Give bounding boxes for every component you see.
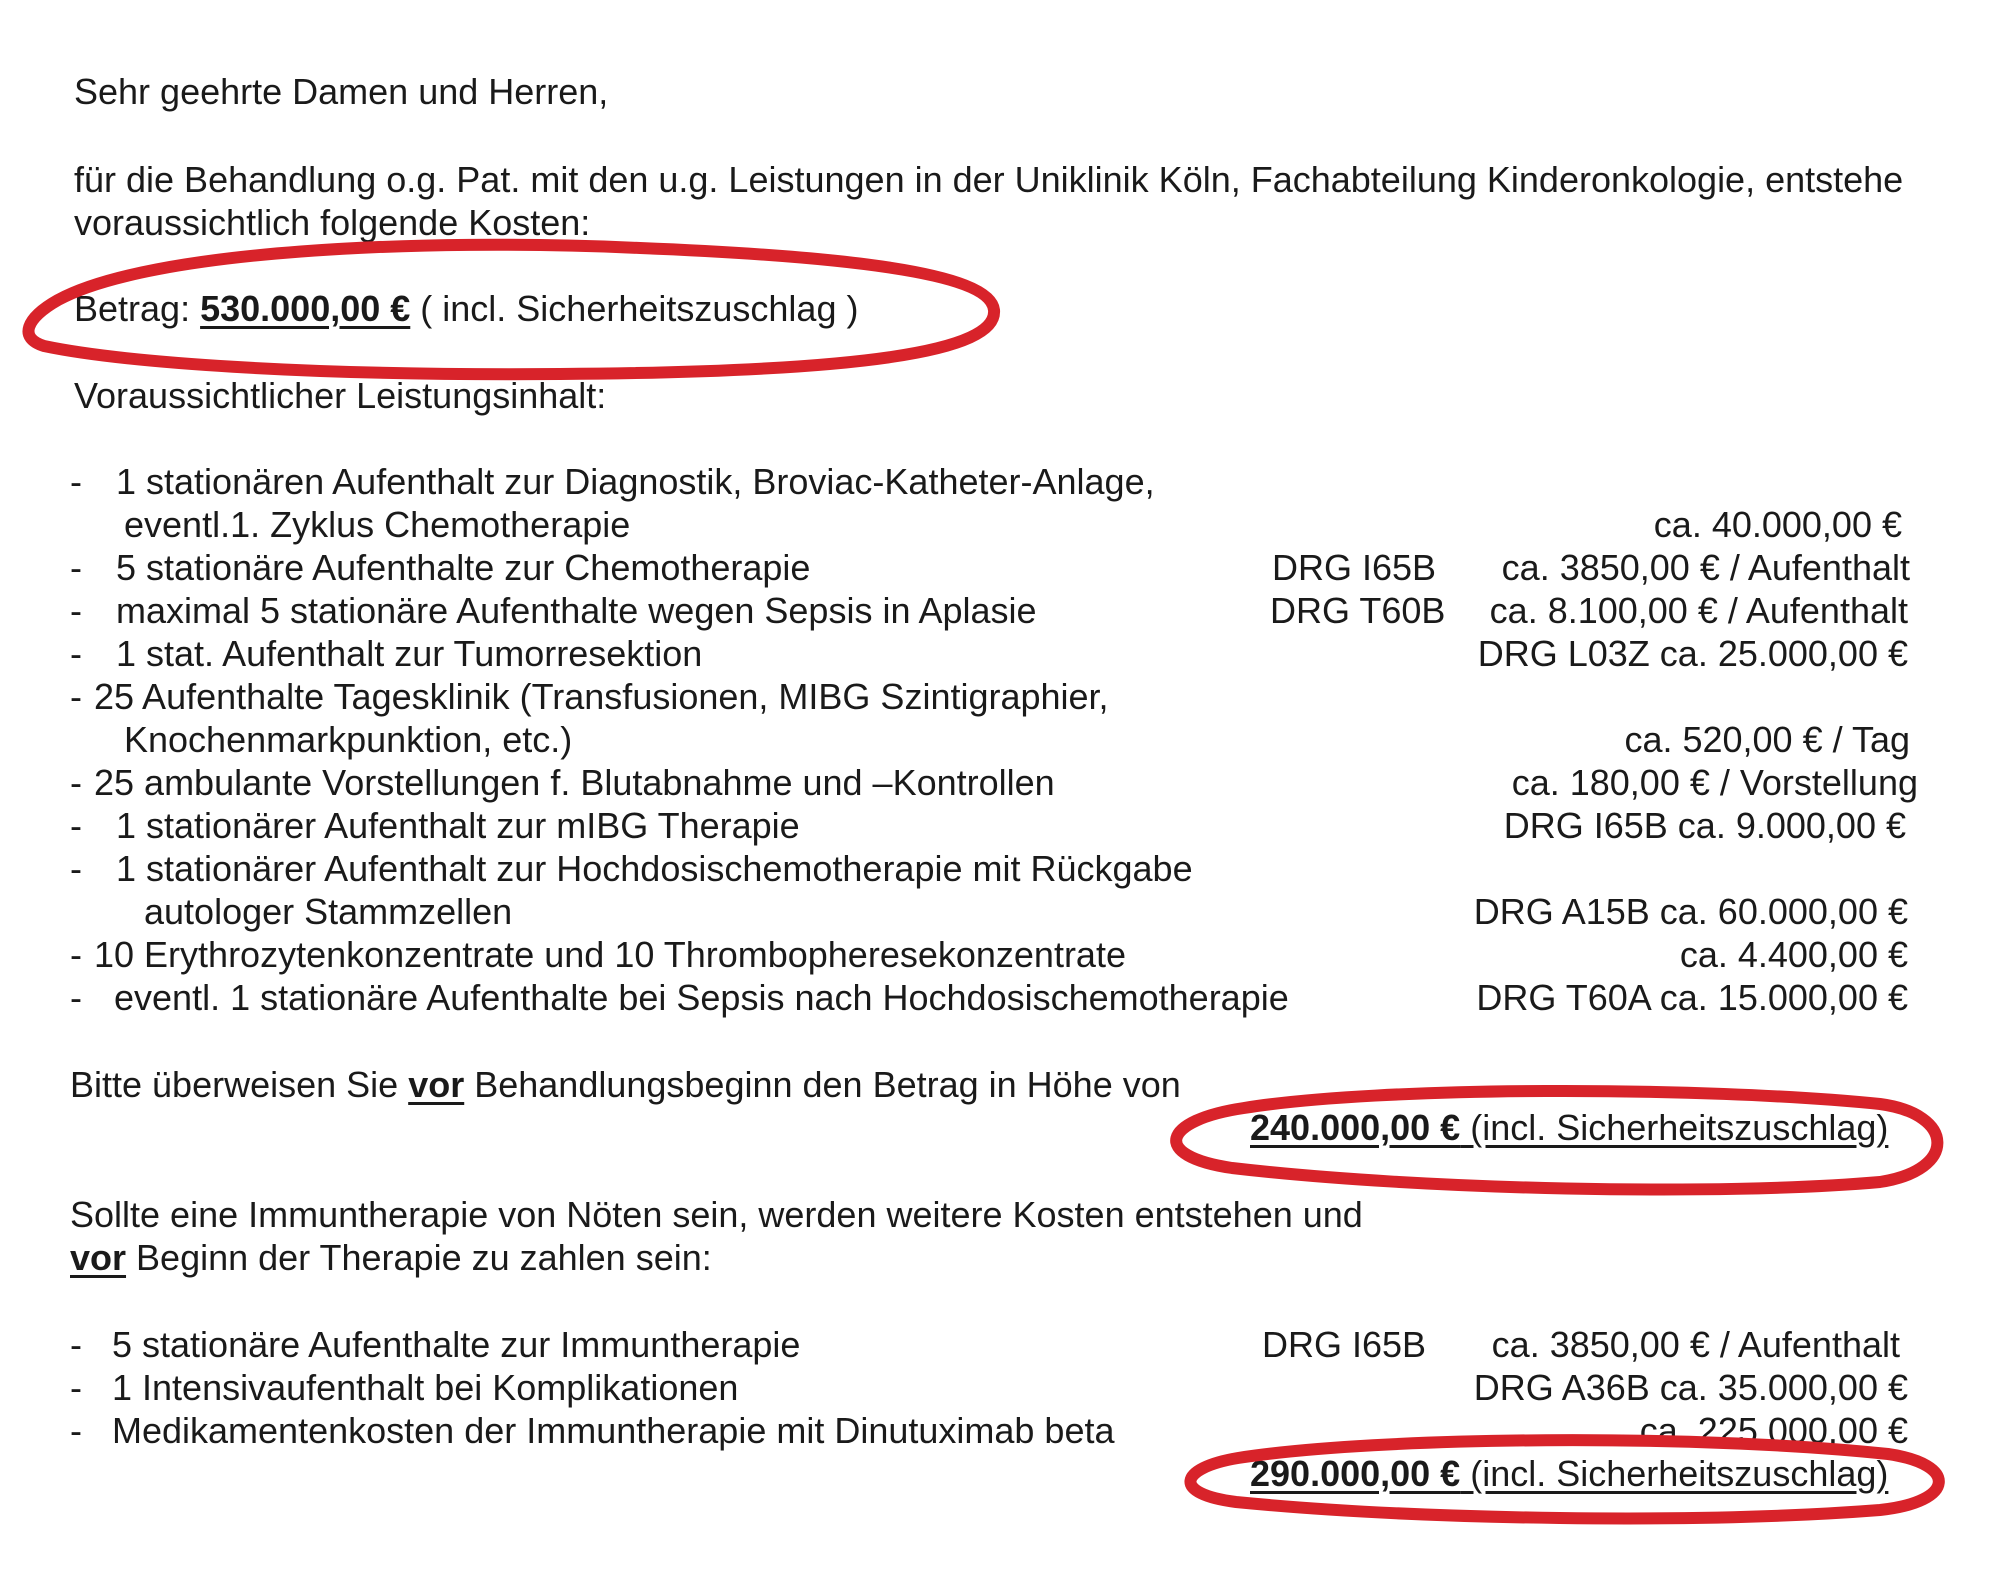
service-cost: ca. 4.400,00 € <box>1679 934 1908 975</box>
service-cost: DRG L03Z ca. 25.000,00 € <box>1477 633 1908 674</box>
transfer-amount: 240.000,00 € <box>1250 1107 1461 1148</box>
service-dash: - <box>70 676 82 717</box>
service-drg: DRG I65B <box>1272 547 1437 588</box>
immuno-total-note: (incl. Sicherheitszuschlag) <box>1460 1453 1889 1494</box>
service-text-continued: autologer Stammzellen <box>144 891 513 932</box>
service-text: 1 stat. Aufenthalt zur Tumorresektion <box>116 633 703 674</box>
service-cost: DRG A15B ca. 60.000,00 € <box>1473 891 1908 932</box>
immuno-dash: - <box>70 1367 82 1408</box>
service-cost: ca. 8.100,00 € / Aufenthalt <box>1489 590 1908 631</box>
service-text: 5 stationäre Aufenthalte zur Chemotherapie <box>116 547 811 588</box>
service-dash: - <box>70 633 82 674</box>
intro-line-2: voraussichtlich folgende Kosten: <box>74 202 591 243</box>
services-heading: Voraussichtlicher Leistungsinhalt: <box>74 375 607 416</box>
service-cost: DRG T60A ca. 15.000,00 € <box>1476 977 1908 1018</box>
transfer-amount-line <box>1250 1106 1888 1150</box>
service-text: 10 Erythrozytenkonzentrate und 10 Thrombopheresekonzentrate <box>94 934 1126 975</box>
service-text: 1 stationären Aufenthalt zur Diagnostik, Broviac-Katheter-Anlage, <box>116 461 1155 502</box>
service-cost: DRG I65B ca. 9.000,00 € <box>1503 805 1906 846</box>
immuno-item-cost: ca. 3850,00 € / Aufenthalt <box>1491 1324 1900 1365</box>
service-cost: ca. 3850,00 € / Aufenthalt <box>1501 547 1910 588</box>
service-dash: - <box>70 590 82 631</box>
amount-note: ( incl. Sicherheitszuschlag ) <box>410 288 859 329</box>
transfer-post: Behandlungsbeginn den Betrag in Höhe von <box>464 1064 1181 1105</box>
service-cost: ca. 520,00 € / Tag <box>1624 719 1910 760</box>
immuno-item-text: 1 Intensivaufenthalt bei Komplikationen <box>112 1367 739 1408</box>
transfer-note: (incl. Sicherheitszuschlag) <box>1460 1107 1889 1148</box>
service-dash: - <box>70 805 82 846</box>
service-dash: - <box>70 848 82 889</box>
immuno-dash: - <box>70 1324 82 1365</box>
total-amount-line <box>74 287 858 331</box>
service-dash: - <box>70 934 82 975</box>
immuno-emphasis: vor <box>70 1237 127 1278</box>
immuno-dash: - <box>70 1410 82 1451</box>
service-dash: - <box>70 547 82 588</box>
transfer-pre: Bitte überweisen Sie <box>70 1064 409 1105</box>
immuno-intro-line-2 <box>70 1236 712 1280</box>
immuno-item-drg: DRG I65B <box>1262 1324 1427 1365</box>
immuno-item-text: 5 stationäre Aufenthalte zur Immuntherapie <box>112 1324 801 1365</box>
service-text: 25 ambulante Vorstellungen f. Blutabnahme und –Kontrollen <box>94 762 1055 803</box>
total-amount-value: 530.000,00 € <box>200 288 411 329</box>
service-cost: ca. 180,00 € / Vorstellung <box>1511 762 1918 803</box>
immuno-total-amount: 290.000,00 € <box>1250 1453 1461 1494</box>
service-dash: - <box>70 461 82 502</box>
service-drg: DRG T60B <box>1270 590 1446 631</box>
service-text-continued: eventl.1. Zyklus Chemotherapie <box>124 504 631 545</box>
service-text: maximal 5 stationäre Aufenthalte wegen Sepsis in Aplasie <box>116 590 1037 631</box>
immuno-item-cost: DRG A36B ca. 35.000,00 € <box>1473 1367 1908 1408</box>
service-text: eventl. 1 stationäre Aufenthalte bei Sepsis nach Hochdosischemotherapie <box>114 977 1289 1018</box>
service-cost: ca. 40.000,00 € <box>1653 504 1902 545</box>
intro-line-1: für die Behandlung o.g. Pat. mit den u.g. Leistungen in der Uniklinik Köln, Fachabteilung Kinderonkologie, entstehe <box>74 159 1904 200</box>
amount-label: Betrag: <box>74 288 201 329</box>
immuno-intro-line-1: Sollte eine Immuntherapie von Nöten sein, werden weitere Kosten entstehen und <box>70 1194 1363 1235</box>
transfer-emphasis: vor <box>408 1064 465 1105</box>
immuno-total-line <box>1250 1452 1888 1496</box>
greeting: Sehr geehrte Damen und Herren, <box>74 71 609 112</box>
service-text: 25 Aufenthalte Tagesklinik (Transfusionen, MIBG Szintigraphier, <box>94 676 1109 717</box>
service-dash: - <box>70 762 82 803</box>
immuno-item-text: Medikamentenkosten der Immuntherapie mit Dinutuximab beta <box>112 1410 1115 1451</box>
immuno-intro-post: Beginn der Therapie zu zahlen sein: <box>126 1237 712 1278</box>
service-text: 1 stationärer Aufenthalt zur mIBG Therapie <box>116 805 800 846</box>
transfer-request <box>70 1063 1181 1107</box>
service-text-continued: Knochenmarkpunktion, etc.) <box>124 719 573 760</box>
immuno-item-cost: ca. 225.000,00 € <box>1639 1410 1908 1451</box>
service-dash: - <box>70 977 82 1018</box>
service-text: 1 stationärer Aufenthalt zur Hochdosischemotherapie mit Rückgabe <box>116 848 1193 889</box>
